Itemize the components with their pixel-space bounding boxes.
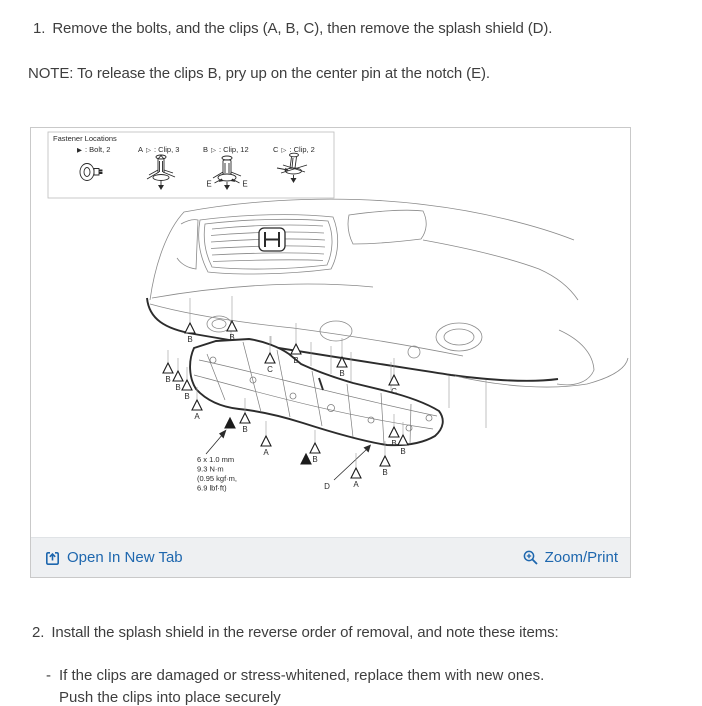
svg-text:B: B <box>175 383 181 392</box>
bullet-item-2 <box>46 689 686 706</box>
svg-text:A: A <box>194 412 200 421</box>
step-2 <box>32 624 682 641</box>
bullet-2-text: Push the clips into place securely <box>59 689 281 706</box>
bullet-dash: - <box>46 667 51 684</box>
svg-text:B: B <box>391 439 397 448</box>
clip-marker-b <box>185 298 195 344</box>
step-1 <box>33 20 673 37</box>
step-1-text: Remove the bolts, and the clips (A, B, C), then remove the splash shield (D). <box>52 20 553 37</box>
bullet-item-1 <box>46 667 686 684</box>
svg-text:B: B <box>165 375 171 384</box>
legend-item-bolt: ▶ : Bolt, 2 <box>77 145 111 154</box>
legend-item-clip-a: A ▷ : Clip, 3 <box>138 145 180 154</box>
note-line <box>28 65 678 82</box>
clip-marker-c <box>389 358 399 396</box>
bullet-1-text: If the clips are damaged or stress-whitened, replace them with new ones. <box>59 667 545 684</box>
part-d-label: D <box>324 482 330 491</box>
svg-text:C: C <box>391 387 397 396</box>
torque-spec <box>197 430 237 493</box>
legend-item-clip-b: B ▷ : Clip, 12 <box>203 145 249 154</box>
figure-toolbar <box>31 537 630 577</box>
svg-text:B: B <box>382 468 388 477</box>
step-2-text: Install the splash shield in the reverse order of removal, and note these items: <box>51 624 559 641</box>
legend-title: Fastener Locations <box>53 134 117 143</box>
clip-marker-b <box>173 358 183 392</box>
torque-line-2: 9.3 N·m <box>197 464 224 474</box>
bolt-marker <box>225 418 235 428</box>
bullet-dash <box>46 689 59 706</box>
zoom-print-label: Zoom/Print <box>544 549 618 566</box>
note-text: NOTE: To release the clips B, pry up on the center pin at the notch (E). <box>28 65 490 82</box>
svg-text:A: A <box>353 480 359 489</box>
zoom-magnifier-icon <box>522 549 539 566</box>
open-in-new-tab-link[interactable] <box>45 549 183 566</box>
legend-item-clip-c: C ▷ : Clip, 2 <box>273 145 315 154</box>
step-2-number: 2. <box>32 624 45 641</box>
step-1-number: 1. <box>33 20 46 37</box>
torque-line-4: 6.9 lbf·ft) <box>197 483 227 493</box>
figure-container <box>30 127 631 578</box>
svg-text:B: B <box>312 455 318 464</box>
svg-text:A: A <box>263 448 269 457</box>
notch-e-label-left: E <box>206 179 212 189</box>
part-d-callout <box>324 445 371 492</box>
svg-text:B: B <box>339 369 345 378</box>
svg-text:B: B <box>242 425 248 434</box>
svg-text:C: C <box>267 365 273 374</box>
bolt-marker <box>301 454 311 464</box>
clip-marker-b <box>163 350 173 384</box>
svg-text:B: B <box>293 356 299 365</box>
notch-e-label-right: E <box>242 179 248 189</box>
fastener-legend <box>48 132 334 198</box>
clip-marker-b <box>291 323 301 365</box>
clip-marker-a <box>261 421 271 457</box>
torque-line-1: 6 x 1.0 mm <box>197 455 235 464</box>
svg-text:B: B <box>229 333 235 342</box>
clip-marker-a <box>351 453 361 489</box>
open-in-new-tab-label: Open In New Tab <box>67 549 183 566</box>
splash-shield-diagram <box>31 128 630 537</box>
zoom-print-link[interactable] <box>522 549 618 566</box>
svg-text:B: B <box>184 392 190 401</box>
svg-text:B: B <box>187 335 193 344</box>
torque-line-3: (0.95 kgf·m, <box>197 474 238 483</box>
open-in-new-tab-icon <box>45 550 61 566</box>
clip-marker-b <box>380 441 390 477</box>
clip-marker-b <box>310 430 320 464</box>
svg-text:B: B <box>400 447 406 456</box>
